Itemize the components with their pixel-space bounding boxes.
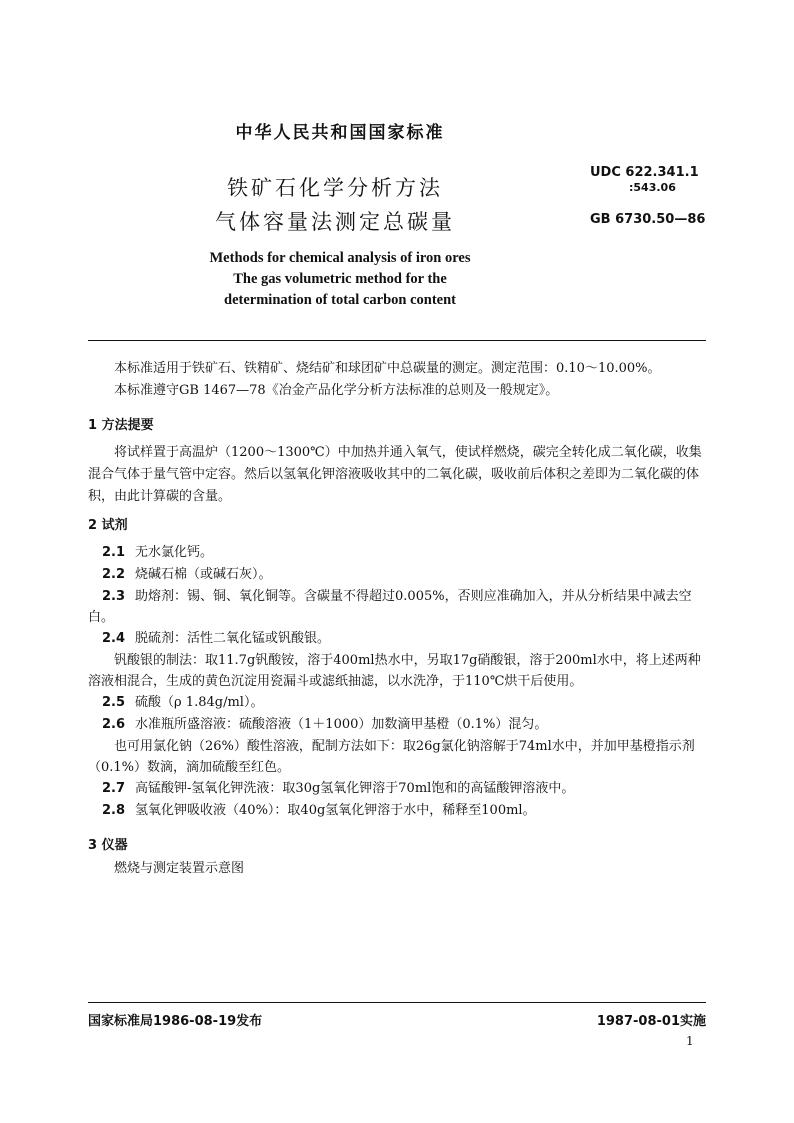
intro-compliance: 本标准遵守GB 1467—78《冶金产品化学分析方法标准的总则及一般规定》。 bbox=[114, 383, 559, 398]
title-en-line3: determination of total carbon content bbox=[224, 292, 456, 308]
gb-code: GB 6730.50—86 bbox=[590, 212, 706, 227]
reagent-item bbox=[88, 586, 708, 628]
reagent-item bbox=[88, 564, 708, 585]
reagent-item bbox=[88, 628, 708, 649]
reagent-number: 2.2 bbox=[102, 567, 126, 582]
effective-date: 1987-08-01实施 bbox=[596, 1014, 706, 1029]
reagent-number: 2.5 bbox=[102, 695, 126, 710]
apparatus-figure-caption: 燃烧与测定装置示意图 bbox=[114, 861, 245, 876]
reagent-item bbox=[88, 778, 708, 799]
silver-vanadate-preparation: 钒酸银的制法：取11.7g钒酸铵，溶于400ml热水中，另取17g硝酸银，溶于200ml水中，将上述两种溶液相混合，生成的黄色沉淀用瓷漏斗或滤纸抽滤，以水洗净，于110℃烘干后使用。 bbox=[88, 653, 701, 689]
reagent-item bbox=[88, 542, 708, 563]
title-cn-line1: 铁矿石化学分析方法 bbox=[227, 176, 443, 200]
reagent-text: 烧碱石棉（或碱石灰）。 bbox=[135, 567, 272, 582]
footer-divider bbox=[88, 1002, 706, 1003]
reagent-text: 无水氯化钙。 bbox=[135, 545, 214, 560]
section-heading-reagents: 2 试剂 bbox=[88, 518, 128, 533]
reagent-text: 硫酸（ρ 1.84g/ml）。 bbox=[135, 695, 264, 710]
title-cn-line2: 气体容量法测定总碳量 bbox=[215, 210, 455, 234]
title-en-line2: The gas volumetric method for the bbox=[233, 271, 447, 287]
reagent-number: 2.7 bbox=[102, 781, 126, 796]
reagent-text: 脱硫剂：活性二氧化锰或钒酸银。 bbox=[135, 631, 331, 646]
udc-code-suffix: :543.06 bbox=[629, 181, 676, 194]
intro-scope: 本标准适用于铁矿石、铁精矿、烧结矿和球团矿中总碳量的测定。测定范围：0.10～10.00%。 bbox=[114, 361, 661, 376]
sodium-chloride-alternative: 也可用氯化钠（26%）酸性溶液，配制方法如下：取26g氯化钠溶解于74ml水中，并加甲基橙指示剂（0.1%）数滴，滴加硫酸至红色。 bbox=[88, 739, 695, 775]
reagent-text: 高锰酸钾-氢氧化钾洗液：取30g氢氧化钾溶于70ml饱和的高锰酸钾溶液中。 bbox=[135, 781, 575, 796]
reagent-number: 2.3 bbox=[102, 589, 126, 604]
reagent-number: 2.4 bbox=[102, 631, 126, 646]
reagent-number: 2.6 bbox=[102, 717, 126, 732]
section-heading-apparatus: 3 仪器 bbox=[88, 838, 128, 853]
page-number: 1 bbox=[686, 1034, 694, 1048]
udc-code: UDC 622.341.1 bbox=[590, 165, 699, 180]
title-en-line1: Methods for chemical analysis of iron ores bbox=[209, 250, 471, 266]
issuing-organization: 中华人民共和国国家标准 bbox=[235, 123, 445, 143]
reagent-number: 2.1 bbox=[102, 545, 126, 560]
reagent-item bbox=[88, 692, 708, 713]
section-method-text: 将试样置于高温炉（1200～1300℃）中加热并通入氧气，使试样燃烧，碳完全转化成二氧化碳，收集混合气体于量气管中定容。然后以氢氧化钾溶液吸收其中的二氧化碳，吸收前后体积之差即为二氧化碳的体积，由此计算碳的含量。 bbox=[88, 445, 702, 504]
reagent-text: 助熔剂：锡、铜、氧化铜等。含碳量不得超过0.005%，否则应准确加入，并从分析结果中减去空白。 bbox=[88, 589, 692, 625]
reagent-item bbox=[88, 714, 708, 735]
issue-date: 国家标准局1986-08-19发布 bbox=[88, 1014, 263, 1029]
section-heading-method: 1 方法提要 bbox=[88, 418, 154, 433]
reagent-text: 水准瓶所盛溶液：硫酸溶液（1＋1000）加数滴甲基橙（0.1%）混匀。 bbox=[135, 717, 548, 732]
header-divider bbox=[88, 340, 706, 341]
reagent-text: 氢氧化钾吸收液（40%）：取40g氢氧化钾溶于水中，稀释至100ml。 bbox=[135, 803, 536, 818]
reagent-item bbox=[88, 800, 708, 821]
reagent-number: 2.8 bbox=[102, 803, 126, 818]
